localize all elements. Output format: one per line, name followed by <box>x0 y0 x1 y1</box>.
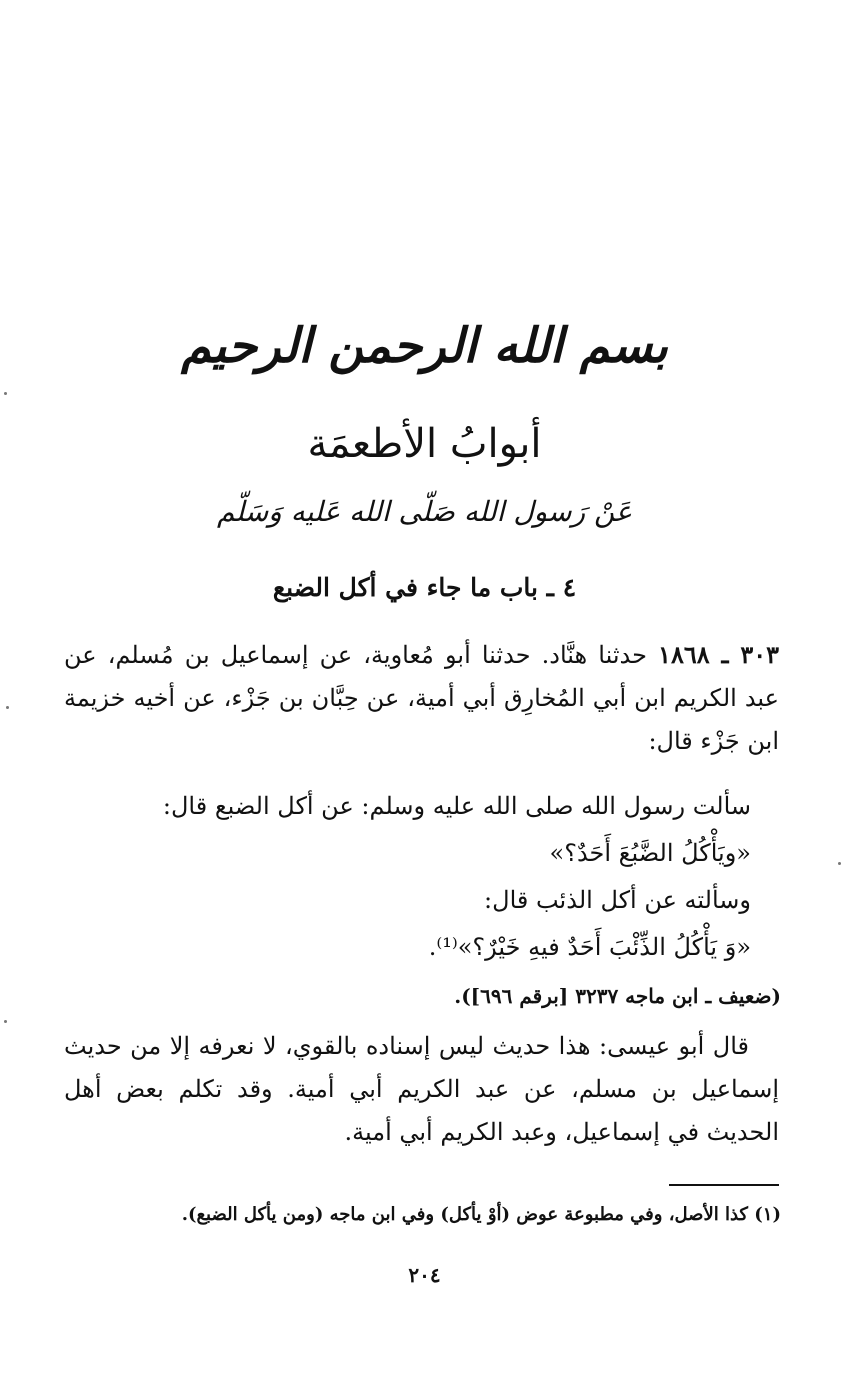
hadith-number: ٣٠٣ ـ ١٨٦٨ <box>658 640 779 669</box>
footnote: (١) كذا الأصل، وفي مطبوعة عوض (أوْ يأكل) وفي ابن ماجه (ومن يأكل الضبع). <box>181 1204 781 1225</box>
footnote-divider <box>669 1184 779 1186</box>
hadith-isnad-text: حدثنا هنَّاد. حدثنا أبو مُعاوية، عن إسماعيل بن مُسلم، عن عبد الكريم ابن أبي المُخارِق أبي أمية، عن حِبَّان بن جَزْء، عن أخيه خزيمة ابن جَزْء قال: <box>64 641 779 755</box>
hadith-line: «ويَأْكُلُ الضَّبُعَ أَحَدٌ؟» <box>549 839 751 867</box>
margin-speck <box>6 706 9 709</box>
hadith-matn <box>64 783 751 971</box>
page-number: ٢٠٤ <box>408 1263 441 1287</box>
margin-speck <box>4 392 7 395</box>
commentary-paragraph: قال أبو عيسى: هذا حديث ليس إسناده بالقوي، لا نعرفه إلا من حديث إسماعيل بن مسلم، عن عبد الكريم أبي أمية. وقد تكلم بعض أهل الحديث في إسماعيل، وعبد الكريم أبي أمية. <box>64 1032 779 1146</box>
hadith-isnad-paragraph <box>64 633 779 763</box>
book-subtitle: عَنْ رَسول الله صَلّى الله عَليه وَسَلّم <box>216 495 633 528</box>
book-title: أبوابُ الأطعمَة <box>307 421 542 467</box>
hadith-line: سألت رسول الله صلى الله عليه وسلم: عن أكل الضبع قال: <box>162 792 751 820</box>
chapter-heading: ٤ ـ باب ما جاء في أكل الضبع <box>272 573 577 602</box>
margin-speck <box>4 1020 7 1023</box>
hadith-line: «وَ يَأْكُلُ الذِّئْبَ أَحَدٌ فيهِ خَيْرٌ؟»⁽¹⁾. <box>428 933 751 961</box>
hadith-grading: (ضعيف ـ ابن ماجه ٣٢٣٧ [برقم ٦٩٦]). <box>454 984 781 1008</box>
basmala-calligraphy: بسم الله الرحمن الرحيم <box>181 318 668 374</box>
margin-speck <box>838 862 841 865</box>
hadith-line: وسألته عن أكل الذئب قال: <box>484 886 751 914</box>
